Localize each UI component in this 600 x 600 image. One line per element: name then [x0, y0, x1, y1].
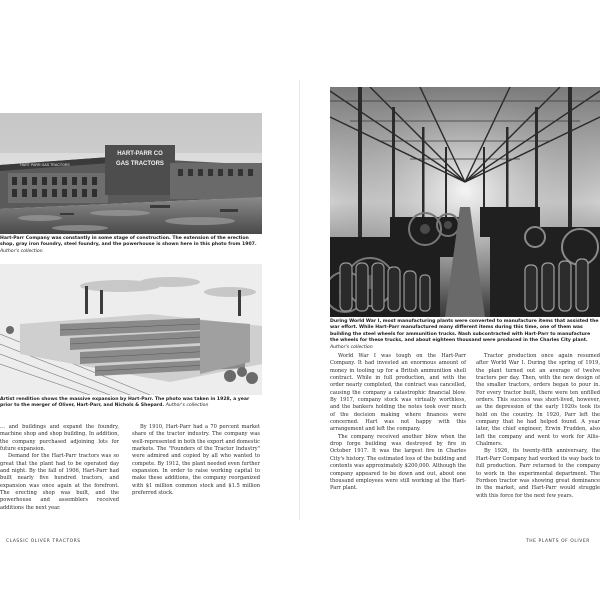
right-page-column-1: [330, 353, 466, 493]
photo-3-credit: Author's collection: [330, 344, 373, 350]
photo-3-caption: [330, 319, 600, 351]
photo-1-caption-text: Hart-Parr Company was constantly in some stage of construction. The extension of the erection shop, gray iron foundry, steel foundry, and the powerhouse is shown here in this photo from 1907.: [0, 236, 257, 248]
left-page-column-2: [132, 424, 260, 497]
left-col-1-para-1: ... and buildings and expand the foundry, machine shop and shop building. In addition, the company purchased adjoining lots for future expansion.: [0, 424, 119, 453]
photo-2-credit: Author's collection: [165, 403, 209, 409]
wwi-wheel-factory-photo: [330, 87, 600, 317]
right-col-1-para-1: World War I was tough on the Hart-Parr Company. It had invested an enormous amount of money in tooling up for a British ammunition shell contract. While in full production, and with the order nearly completed, the contract was cancelled, causing the company a catastrophic financial blow. By 1917, company stock was virtually worthless, and the bankers holding the notes took over much of the decision making where finances were concerned. Hart was not happy with this arrangement and left the company.: [330, 353, 466, 433]
factory-sign-hart-parr: HART-PARR CO: [117, 151, 163, 157]
right-folio: THE PLANTS OF OLIVER: [526, 539, 590, 544]
photo-2-caption-text: Artist rendition shows the massive expansion by Hart-Parr. The photo was taken in 1928, a year prior to the merger of Oliver, Hart-Parr, and Nichols & Shepard.: [0, 397, 250, 409]
left-col-1-para-2: Demand for the Hart-Parr tractors was so great that the plant had to be operated day and night. By the fall of 1906, Hart-Parr had built nearly five hundred tractors, and expansion was once again at the forefront. The erecting shop was built, and the powerhouse and assemblers received additions the next year.: [0, 453, 119, 511]
left-col-2-para-1: By 1910, Hart-Parr had a 70 percent market share of the tractor industry. The company was well-represented in both the export and domestic markets. The "Founders of the Tractor Industry" were admired and copied by all who wanted to compete. By 1912, the plant needed even further expansion. In order to raise working capital to make these additions, the company reorganized with $1 million common stock and $1.5 million preferred stock.: [132, 424, 260, 497]
right-col-1-para-2: The company received another blow when the drop forge building was destroyed by fire in October 1917. It was the largest fire in Charles City's history. The estimated loss of the building and contents was approximately $200,000. Although the company appeared to be down and out, about one thousand employees were still working at the Hart-Parr plant.: [330, 433, 466, 492]
photo-1-credit: Author's collection: [0, 248, 43, 254]
photo-3-caption-text: During World War I, most manufacturing plants were converted to manufacture items that assisted the war effort. While Hart-Parr manufactured many different items during this time, one of them was building the steel wheels for ammunition trucks. Nash subcontracted with Hart-Parr to manufacture the wheels for these trucks, and about eighteen thousand were produced in the Charles City plant.: [330, 319, 599, 344]
factory-photo-1907: [0, 113, 262, 234]
factory-sign-roofline: HART PARR GAS TRACTORS: [20, 163, 70, 167]
photo-1-caption: [0, 236, 262, 255]
left-page-column-1: [0, 424, 119, 512]
photo-2-caption: [0, 397, 262, 410]
factory-sign-gas-tractors: GAS TRACTORS: [116, 161, 164, 167]
right-page-column-2: [476, 353, 600, 500]
left-folio: CLASSIC OLIVER TRACTORS: [6, 539, 81, 544]
factory-rendition-1928: [0, 264, 262, 395]
right-col-2-para-2: By 1926, its twenty-fifth anniversary, the Hart-Parr Company had worked its way back to full production. Parr returned to the company to work in the experimental department. The Fordson tractor was showing great dominance in the market, and Hart-Parr would struggle with this force for the next few years.: [476, 448, 600, 499]
right-col-2-para-1: Tractor production once again resumed after World War I. During the spring of 1919, the plant turned out an average of twelve tractors per day. Then, with the new design of the smaller tractors, orders began to pour in. For every tractor built, there were ten unfilled orders. This success was short-lived, however, as the depression of the early 1920s took its hold on the country. In 1920, Parr left the company that he had helped found. A year later, the chief engineer, Erwin Frudden, also left the company and went to work for Allis-Chalmers.: [476, 353, 600, 448]
right-page: [300, 0, 600, 600]
